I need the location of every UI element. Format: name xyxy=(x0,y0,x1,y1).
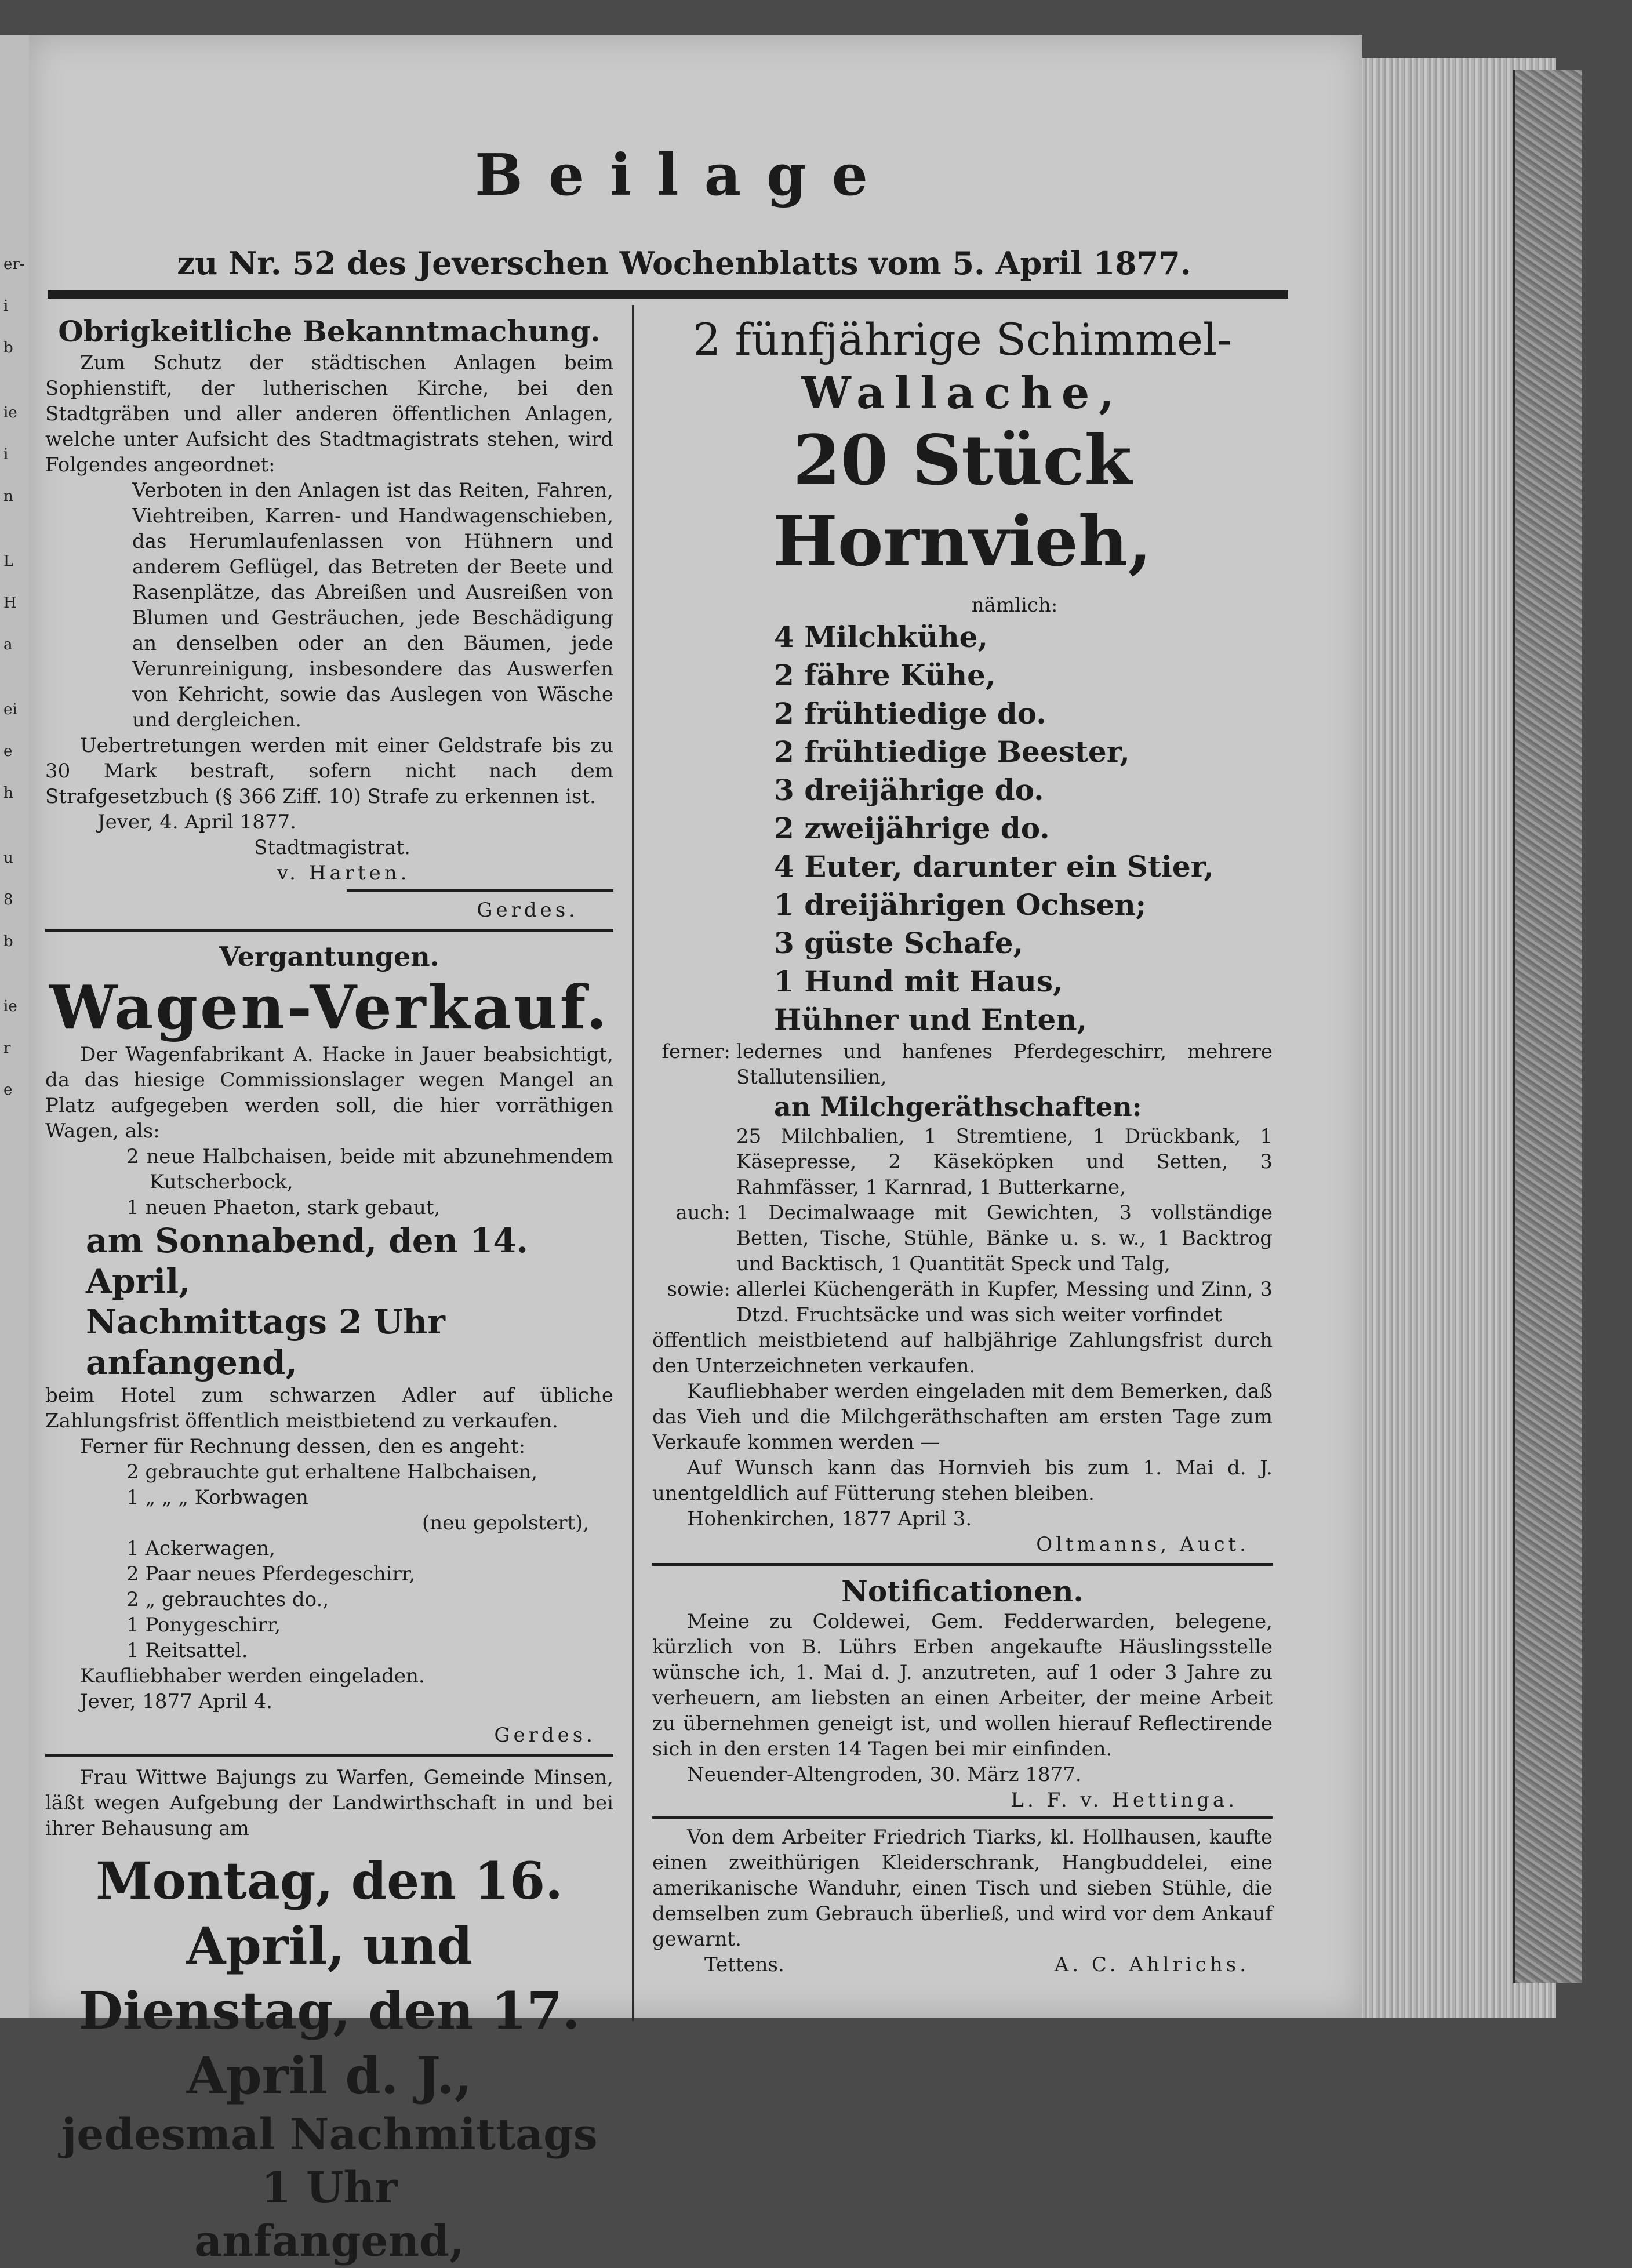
notif-text: Meine zu Coldewei, Gem. Fedderwarden, belegene, kürzlich von B. Lührs Erben angekaufte Häuslingsstelle wünsche ich, 1. Mai d. J. anzutreten, auf 1 oder 3 Jahre zu verheuern, am liebsten an einen Arbeiter, der meine Arbeit zu übernehmen geneigt ist, und wollen hierauf Reflectirende sich in den ersten 14 Tagen bei mir einfinden. xyxy=(652,1610,1273,1761)
auction-namely: nämlich: xyxy=(971,594,1058,617)
sale-further: Ferner für Rechnung dessen, den es angeht: xyxy=(80,1435,526,1458)
sale-place: beim Hotel zum schwarzen Adler auf übliche Zahlungsfrist öffentlich meistbietend zu verkaufen. xyxy=(45,1384,613,1433)
sale-headline: Wagen-Verkauf. xyxy=(49,972,609,1043)
margin-scrap-text: b xyxy=(3,339,13,357)
margin-scrap-text: ei xyxy=(3,701,17,718)
warning-signer: A. C. Ahlrichs. xyxy=(1054,1953,1249,1976)
margin-scrap-text: r xyxy=(3,1040,11,1057)
auch-text: 1 Decimalwaage mit Gewichten, 3 vollständige Betten, Tische, Stühle, Bänke u. s. w., 1 Backtrog und Backtisch, 1 Quantität Speck und Talg, xyxy=(736,1201,1273,1275)
livestock-item: 3 güste Schafe, xyxy=(774,926,1024,960)
ferner-label: ferner: xyxy=(661,1040,730,1063)
notice-title: Obrigkeitliche Bekanntmachung. xyxy=(58,314,601,348)
sale-list-item: (neu gepolstert), xyxy=(422,1511,590,1535)
sale-intro: Der Wagenfabrikant A. Hacke in Jauer beabsichtigt, da das hiesige Commissionslager wegen Mangel an Platz aufgegeben werden soll, die hier vorräthigen Wagen, als: xyxy=(45,1043,613,1143)
ferner-row xyxy=(652,1039,1273,1090)
ferner-text: ledernes und hanfenes Pferdegeschirr, mehrere Stallutensilien, xyxy=(736,1040,1273,1089)
book-cover xyxy=(1513,70,1582,1983)
margin-scrap-text: e xyxy=(3,1081,13,1099)
livestock-item: 4 Milchkühe, xyxy=(774,620,988,654)
divider-rule xyxy=(347,889,613,892)
notice-signer: v. Harten. xyxy=(277,862,410,885)
auction-intro: Frau Wittwe Bajungs zu Warfen, Gemeinde Minsen, läßt wegen Aufgebung der Landwirthschaft in und bei ihrer Behausung am xyxy=(45,1766,613,1840)
sowie-row xyxy=(652,1277,1273,1328)
sale-buyers: Kaufliebhaber werden eingeladen. xyxy=(80,1664,425,1688)
livestock-item: 1 Hund mit Haus, xyxy=(774,964,1063,998)
masthead-title: Beilage xyxy=(474,142,893,209)
margin-scrap-text: 8 xyxy=(3,891,13,908)
auction-time: jedesmal Nachmittags 1 Uhr xyxy=(61,2110,598,2213)
section-heading: Vergantungen. xyxy=(219,941,439,972)
sale-list-item: 2 Paar neues Pferdegeschirr, xyxy=(126,1562,416,1586)
dairy-heading: an Milchgeräthschaften: xyxy=(774,1091,1142,1122)
newspaper-page xyxy=(29,35,1362,2266)
right-column xyxy=(652,313,1273,1978)
sale-time: Nachmittags 2 Uhr anfangend, xyxy=(86,1302,445,1382)
livestock-item: 1 dreijährigen Ochsen; xyxy=(774,888,1147,922)
margin-scrap-text: e xyxy=(3,743,13,760)
warning-place: Tettens. xyxy=(704,1953,784,1976)
margin-scrap-text: n xyxy=(3,488,13,505)
livestock-item: 2 frühtiedige Beester, xyxy=(774,735,1130,769)
section-rule xyxy=(45,929,613,932)
sale-list-item: 1 „ „ „ Korbwagen xyxy=(126,1486,308,1509)
auction-start: anfangend, xyxy=(194,2216,464,2266)
notif-place-date: Neuender-Altengroden, 30. März 1877. xyxy=(687,1763,1082,1786)
column-divider xyxy=(632,305,634,2021)
warning-signature-row xyxy=(652,1952,1273,1978)
auction-sale: öffentlich meistbietend auf halbjährige Zahlungsfrist durch den Unterzeichneten verkaufen. xyxy=(652,1329,1273,1377)
masthead-rule xyxy=(48,290,1288,299)
section-rule xyxy=(652,1563,1273,1566)
sale-list-item: 2 „ gebrauchtes do., xyxy=(126,1588,329,1611)
margin-scrap-text: ie xyxy=(3,404,17,421)
warning-text: Von dem Arbeiter Friedrich Tiarks, kl. Hollhausen, kaufte einen zweithürigen Kleiderschrank, Hangbuddelei, eine amerikanische Wanduhr, einen Tisch und sieben Stühle, die demselben zum Gebrauch überließ, und wird vor dem Ankauf gewarnt. xyxy=(652,1826,1273,1951)
margin-scrap-text: er- xyxy=(3,256,25,273)
sale-date: am Sonnabend, den 14. April, xyxy=(86,1221,528,1301)
livestock-item: 4 Euter, darunter ein Stier, xyxy=(774,849,1214,884)
sale-place-date: Jever, 1877 April 4. xyxy=(80,1690,273,1713)
notice-rules: Verboten in den Anlagen ist das Reiten, Fahren, Viehtreiben, Karren- und Handwagenschieben, das Herumlaufenlassen von Hühnern und anderem Geflügel, das Betreten der Beete und Rasenplätze, das Abreißen und Ausreißen von Blumen und Gesträuchen, jede Beschädigung an denselben oder an den Bäumen, jede Verunreinigung, insbesondere das Auswerfen von Kehricht, sowie das Auslegen von Wäsche und dergleichen. xyxy=(132,479,613,732)
sale-list-item: 1 Ponygeschirr, xyxy=(126,1613,281,1637)
margin-scrap-text: b xyxy=(3,933,13,950)
sale-signer: Gerdes. xyxy=(494,1724,596,1747)
sowie-text: allerlei Küchengeräth in Kupfer, Messing und Zinn, 3 Dtzd. Fruchtsäcke und was sich weiter vorfindet xyxy=(736,1278,1273,1326)
auction-headline-1: 2 fünfjährige Schimmel- xyxy=(693,314,1232,365)
notice-penalty: Uebertretungen werden mit einer Geldstrafe bis zu 30 Mark bestraft, sofern nicht nach dem Strafgesetzbuch (§ 366 Ziff. 10) Strafe zu erkennen ist. xyxy=(45,734,613,808)
livestock-item: 2 fähre Kühe, xyxy=(774,658,996,692)
sale-item: 1 neuen Phaeton, stark gebaut, xyxy=(126,1196,441,1219)
auch-row xyxy=(652,1200,1273,1277)
auction-headline-2: Wallache, xyxy=(801,367,1124,419)
dairy-text: 25 Milchbalien, 1 Stremtiene, 1 Drückbank, 1 Käsepresse, 2 Käseköpken und Setten, 3 Rahmfässer, 1 Karnrad, 1 Butterkarne, xyxy=(736,1125,1273,1199)
sale-list-item: 1 Ackerwagen, xyxy=(126,1537,275,1560)
auch-label: auch: xyxy=(675,1201,730,1224)
divider-rule xyxy=(652,1816,1273,1819)
sowie-label: sowie: xyxy=(667,1278,730,1301)
margin-scrap-text: i xyxy=(3,446,9,463)
auction-wish: Auf Wunsch kann das Hornvieh bis zum 1. Mai d. J. unentgeldlich auf Fütterung stehen bleiben. xyxy=(652,1456,1273,1505)
notice-authority: Stadtmagistrat. xyxy=(254,836,410,859)
notif-title: Notificationen. xyxy=(841,1574,1084,1608)
auction-signer: Oltmanns, Auct. xyxy=(1036,1533,1249,1556)
livestock-item: 2 frühtiedige do. xyxy=(774,696,1046,730)
left-column xyxy=(45,313,613,2268)
auction-place-date: Hohenkirchen, 1877 April 3. xyxy=(687,1507,972,1531)
sale-item: 2 neue Halbchaisen, beide mit abzunehmendem Kutscherbock, xyxy=(126,1145,613,1194)
margin-scrap-text: a xyxy=(3,636,13,653)
margin-scrap-text: i xyxy=(3,297,9,315)
margin-scrap-text: L xyxy=(3,553,14,570)
notice-intro: Zum Schutz der städtischen Anlagen beim Sophienstift, der lutherischen Kirche, bei den Stadtgräben und aller anderen öffentlichen Anlagen, welche unter Aufsicht des Stadtmagistrats stehen, wird Folgendes angeordnet: xyxy=(45,351,613,477)
livestock-item: 3 dreijährige do. xyxy=(774,773,1044,807)
margin-scrap-text: u xyxy=(3,849,13,867)
auction-date-2: Dienstag, den 17. April d. J., xyxy=(78,1980,580,2106)
auction-date-1: Montag, den 16. April, und xyxy=(96,1851,563,1976)
section-rule xyxy=(45,1754,613,1757)
notice-clerk: Gerdes. xyxy=(477,899,579,922)
masthead-subtitle: zu Nr. 52 des Jeverschen Wochenblatts vom 5. April 1877. xyxy=(177,245,1191,282)
margin-scrap-text: h xyxy=(3,784,13,802)
sale-list-item: 1 Reitsattel. xyxy=(126,1639,248,1662)
margin-scrap-text: H xyxy=(3,594,17,612)
auction-buyers: Kaufliebhaber werden eingeladen mit dem Bemerken, daß das Vieh und die Milchgeräthschaften am ersten Tage zum Verkaufe kommen werden — xyxy=(652,1380,1273,1454)
margin-scrap-text: ie xyxy=(3,998,17,1015)
sale-list-item: 2 gebrauchte gut erhaltene Halbchaisen, xyxy=(126,1460,538,1484)
notice-place-date: Jever, 4. April 1877. xyxy=(97,810,296,834)
livestock-item: Hühner und Enten, xyxy=(774,1002,1088,1037)
livestock-item: 2 zweijährige do. xyxy=(774,811,1050,845)
auction-headline-3: 20 Stück Hornvieh, xyxy=(773,420,1152,581)
notif-signer: L. F. v. Hettinga. xyxy=(1011,1789,1238,1812)
